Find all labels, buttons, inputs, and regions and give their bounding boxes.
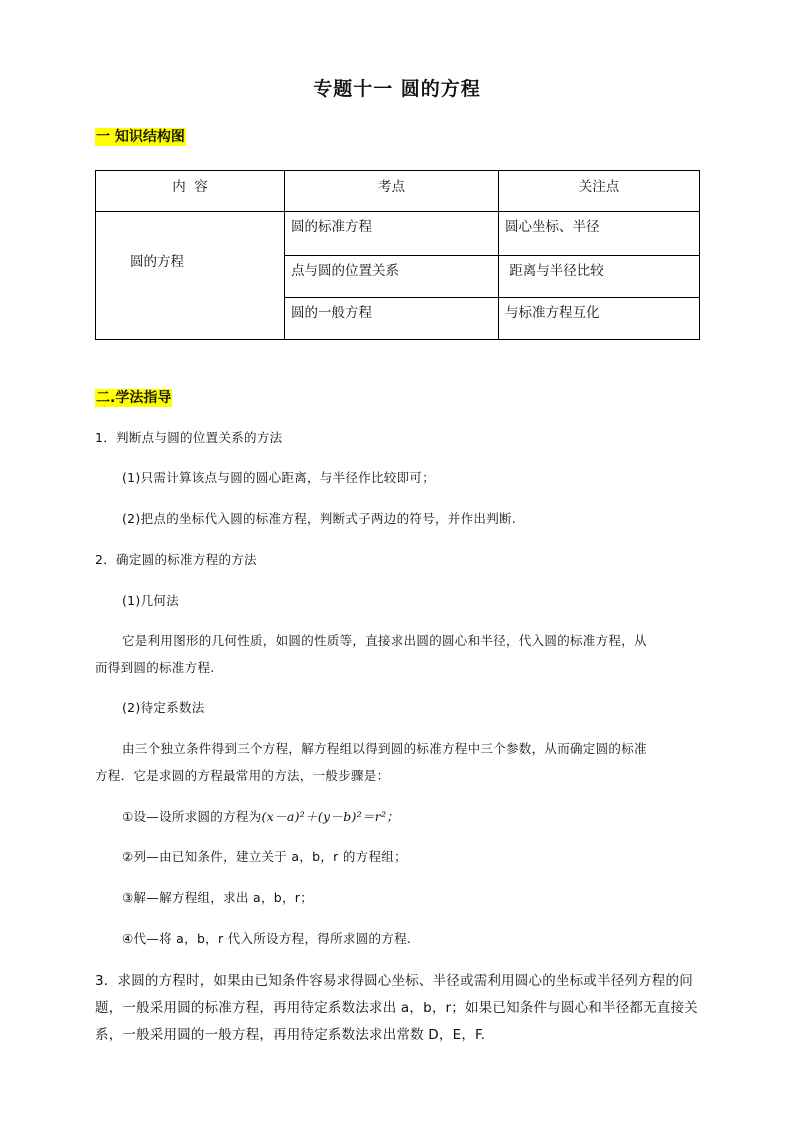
item3-line1: 3．求圆的方程时，如果由已知条件容易求得圆心坐标、半径或需利用圆心的坐标或半径列方程的问 (95, 973, 693, 989)
item1-sub1: (1)只需计算该点与圆的圆心距离，与半径作比较即可； (122, 470, 436, 485)
section-heading-knowledge-structure: 一 知识结构图 (96, 129, 185, 145)
focus-cell: 圆心坐标、半径 (499, 212, 700, 256)
page-title: 专题十一 圆的方程 (313, 78, 481, 100)
item2-sub1-title: (1)几何法 (122, 593, 180, 608)
step1-prefix: ①设—设所求圆的方程为 (122, 809, 262, 824)
header-content: 内 容 (96, 171, 285, 212)
circle-standard-equation: (x－a)²＋(y－b)²＝r²； (261, 809, 400, 824)
step2: ②列—由已知条件，建立关于 a，b，r 的方程组； (122, 849, 407, 864)
step3: ③解—解方程组，求出 a，b，r； (122, 890, 314, 905)
step4: ④代—将 a，b，r 代入所设方程，得所求圆的方程. (122, 931, 412, 946)
item2-title: 2．确定圆的标准方程的方法 (95, 552, 257, 567)
header-focus: 关注点 (499, 171, 700, 212)
item2-sub1-line2: 而得到圆的标准方程. (95, 660, 215, 675)
point-cell: 圆的标准方程 (285, 212, 499, 256)
item1-title: 1．判断点与圆的位置关系的方法 (95, 430, 283, 445)
item1-sub2: (2)把点的坐标代入圆的标准方程，判断式子两边的符号，并作出判断. (122, 511, 517, 526)
table-row (96, 212, 700, 256)
focus-cell: 与标准方程互化 (499, 298, 700, 340)
item2-sub1-line1: 它是利用图形的几何性质，如圆的性质等，直接求出圆的圆心和半径，代入圆的标准方程，从 (122, 633, 647, 648)
table-header-row (96, 171, 700, 212)
header-exam-point: 考点 (285, 171, 499, 212)
section-heading-study-guide: 二.学法指导 (96, 390, 172, 406)
knowledge-structure-table (95, 170, 700, 340)
focus-cell: 距离与半径比较 (499, 256, 700, 298)
item2-sub2-title: (2)待定系数法 (122, 700, 205, 715)
item2-sub2-line1: 由三个独立条件得到三个方程，解方程组以得到圆的标准方程中三个参数，从而确定圆的标准 (122, 741, 647, 756)
point-cell: 点与圆的位置关系 (285, 256, 499, 298)
item3-line3: 系，一般采用圆的一般方程，再用待定系数法求出常数 D，E，F. (95, 1027, 486, 1043)
topic-cell: 圆的方程 (96, 212, 285, 340)
item3-line2: 题，一般采用圆的标准方程，再用待定系数法求出 a，b，r；如果已知条件与圆心和半径都无直接关 (95, 1000, 698, 1016)
point-cell: 圆的一般方程 (285, 298, 499, 340)
step1 (122, 807, 399, 825)
item2-sub2-line2: 方程．它是求圆的方程最常用的方法，一般步骤是： (95, 768, 390, 783)
